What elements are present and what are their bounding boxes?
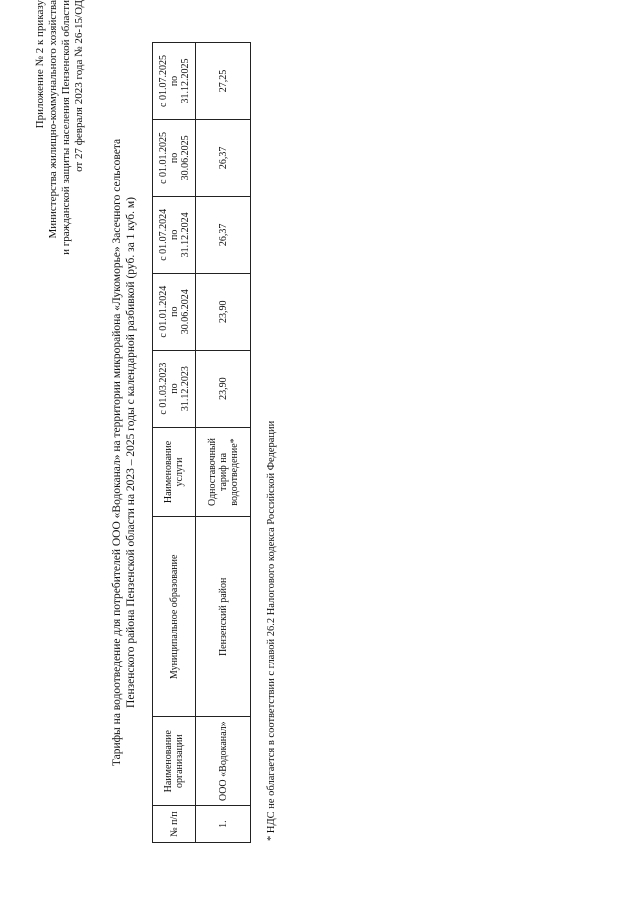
ministry-line-1: Министерства жилищно-коммунального хозяйства xyxy=(47,0,59,239)
col-header-municipality: Муниципальное образование xyxy=(153,517,196,717)
table-row xyxy=(196,43,251,843)
period-to: 31.12.2025 xyxy=(179,58,191,104)
period-to-word: по xyxy=(168,75,180,87)
period-to: 30.06.2025 xyxy=(179,135,191,181)
col-header-period-4 xyxy=(153,119,196,196)
period-to: 30.06.2024 xyxy=(179,289,191,335)
cell-tariff-period-5: 27,25 xyxy=(196,43,251,120)
period-from: с 01.01.2025 xyxy=(157,131,169,184)
cell-municipality: Пензенский район xyxy=(196,517,251,717)
period-from: с 01.07.2024 xyxy=(157,208,169,261)
col-header-period-3 xyxy=(153,196,196,273)
cell-tariff-period-4: 26,37 xyxy=(196,119,251,196)
order-annex-header xyxy=(34,0,86,460)
col-header-period-1 xyxy=(153,350,196,427)
col-header-org: Наименование организации xyxy=(153,717,196,806)
document-title xyxy=(110,0,138,905)
annex-label: Приложение № 2 к приказу xyxy=(34,0,46,129)
table-header-row xyxy=(153,43,196,843)
order-date-number: от 27 февраля 2023 года № 26-15/ОД xyxy=(73,0,85,172)
cell-tariff-period-3: 26,37 xyxy=(196,196,251,273)
cell-tariff-period-1: 23,90 xyxy=(196,350,251,427)
col-header-period-5 xyxy=(153,43,196,120)
period-from: с 01.07.2025 xyxy=(157,55,169,107)
col-header-period-2 xyxy=(153,273,196,350)
period-to: 31.12.2023 xyxy=(179,366,191,412)
cell-no: 1. xyxy=(196,806,251,843)
title-line-2: Пензенского района Пензенской области на 2023 – 2025 годы с календарной разбивкой (руб. за 1 куб. м) xyxy=(125,197,137,708)
period-to-word: по xyxy=(168,306,180,317)
col-header-no: № п/п xyxy=(153,806,196,843)
col-header-service: Наименование услуги xyxy=(153,427,196,517)
cell-org: ООО «Водоканал» xyxy=(196,717,251,806)
period-to-word: по xyxy=(168,152,180,164)
title-line-1: Тарифы на водоотведение для потребителей ООО «Водоканал» на территории микрорайона «Лукоморье» Засечного сельсовета xyxy=(111,138,123,767)
ministry-line-2: и гражданской защиты населения Пензенской области xyxy=(60,0,72,255)
cell-tariff-period-2: 23,90 xyxy=(196,273,251,350)
period-to-word: по xyxy=(168,383,180,394)
cell-service: Одноставочный тариф на водоотведение* xyxy=(196,427,251,517)
period-from: с 01.01.2024 xyxy=(157,285,169,338)
tariff-table xyxy=(152,42,251,843)
period-to-word: по xyxy=(168,229,180,240)
period-from: с 01.03.2023 xyxy=(157,362,169,415)
vat-footnote: * НДС не облагается в соответствии с главой 26.2 Налогового кодекса Российской Федерации xyxy=(266,420,277,841)
period-to: 31.12.2024 xyxy=(179,212,191,258)
